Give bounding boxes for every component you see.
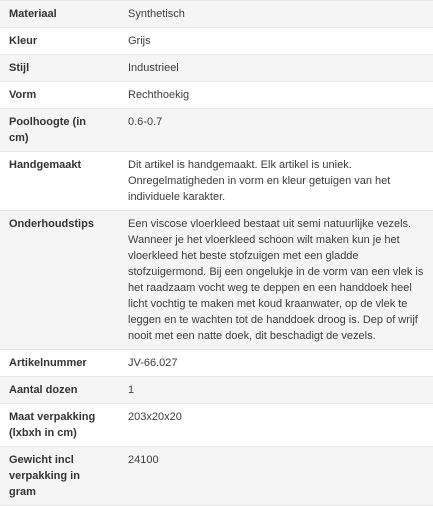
spec-value: Rechthoekig xyxy=(128,89,190,101)
spec-row-materiaal xyxy=(0,1,433,28)
spec-row-vorm xyxy=(0,82,433,109)
spec-label: Materiaal xyxy=(9,8,57,20)
spec-label: Onderhoudstips xyxy=(9,218,94,230)
spec-label: Kleur xyxy=(9,35,38,47)
spec-row-artikelnummer xyxy=(0,350,433,377)
spec-label: Artikelnummer xyxy=(9,357,87,369)
spec-label: Maat verpakking (lxbxh in cm) xyxy=(9,411,96,439)
spec-value: 1 xyxy=(128,384,135,396)
spec-row-stijl xyxy=(0,55,433,82)
spec-row-onderhoudstips xyxy=(0,211,433,350)
spec-label: Vorm xyxy=(9,89,37,101)
spec-value: Grijs xyxy=(128,35,151,47)
spec-label: Poolhoogte (in cm) xyxy=(9,116,86,144)
spec-row-handgemaakt xyxy=(0,152,433,211)
spec-value: 0.6-0.7 xyxy=(128,116,163,128)
spec-label: Stijl xyxy=(9,62,30,74)
spec-row-aantal-dozen xyxy=(0,377,433,404)
spec-label: Aantal dozen xyxy=(9,384,78,396)
spec-value: 203x20x20 xyxy=(128,411,182,423)
spec-row-gewicht xyxy=(0,447,433,506)
spec-row-kleur xyxy=(0,28,433,55)
spec-row-maat-verpakking xyxy=(0,404,433,447)
spec-label: Gewicht incl verpakking in gram xyxy=(9,454,80,498)
spec-value: Synthetisch xyxy=(128,8,185,20)
spec-value: Een viscose vloerkleed bestaat uit semi natuurlijke vezels. Wanneer je het vloerkleed schoon wilt maken kun je het vloerkleed het beste stofzuigen met een gladde stofzuigermond. Bij een ongelukje in de vorm van een vlek is het raadzaam vocht weg te deppen en een handdoek heel licht vochtig te maken met koud kraanwater, op de vlek te leggen en te wachten tot de handdoek droog is. Dep of wrijf nooit met een natte doek, dit beschadigt de vezels. xyxy=(128,218,424,342)
spec-value: Dit artikel is handgemaakt. Elk artikel is uniek. Onregelmatigheden in vorm en kleur getuigen van het individuele karakter. xyxy=(128,159,391,203)
spec-label: Handgemaakt xyxy=(9,159,82,171)
spec-value: 24100 xyxy=(128,454,159,466)
spec-value: JV-66.027 xyxy=(128,357,178,369)
spec-row-poolhoogte xyxy=(0,109,433,152)
spec-value: Industrieel xyxy=(128,62,179,74)
